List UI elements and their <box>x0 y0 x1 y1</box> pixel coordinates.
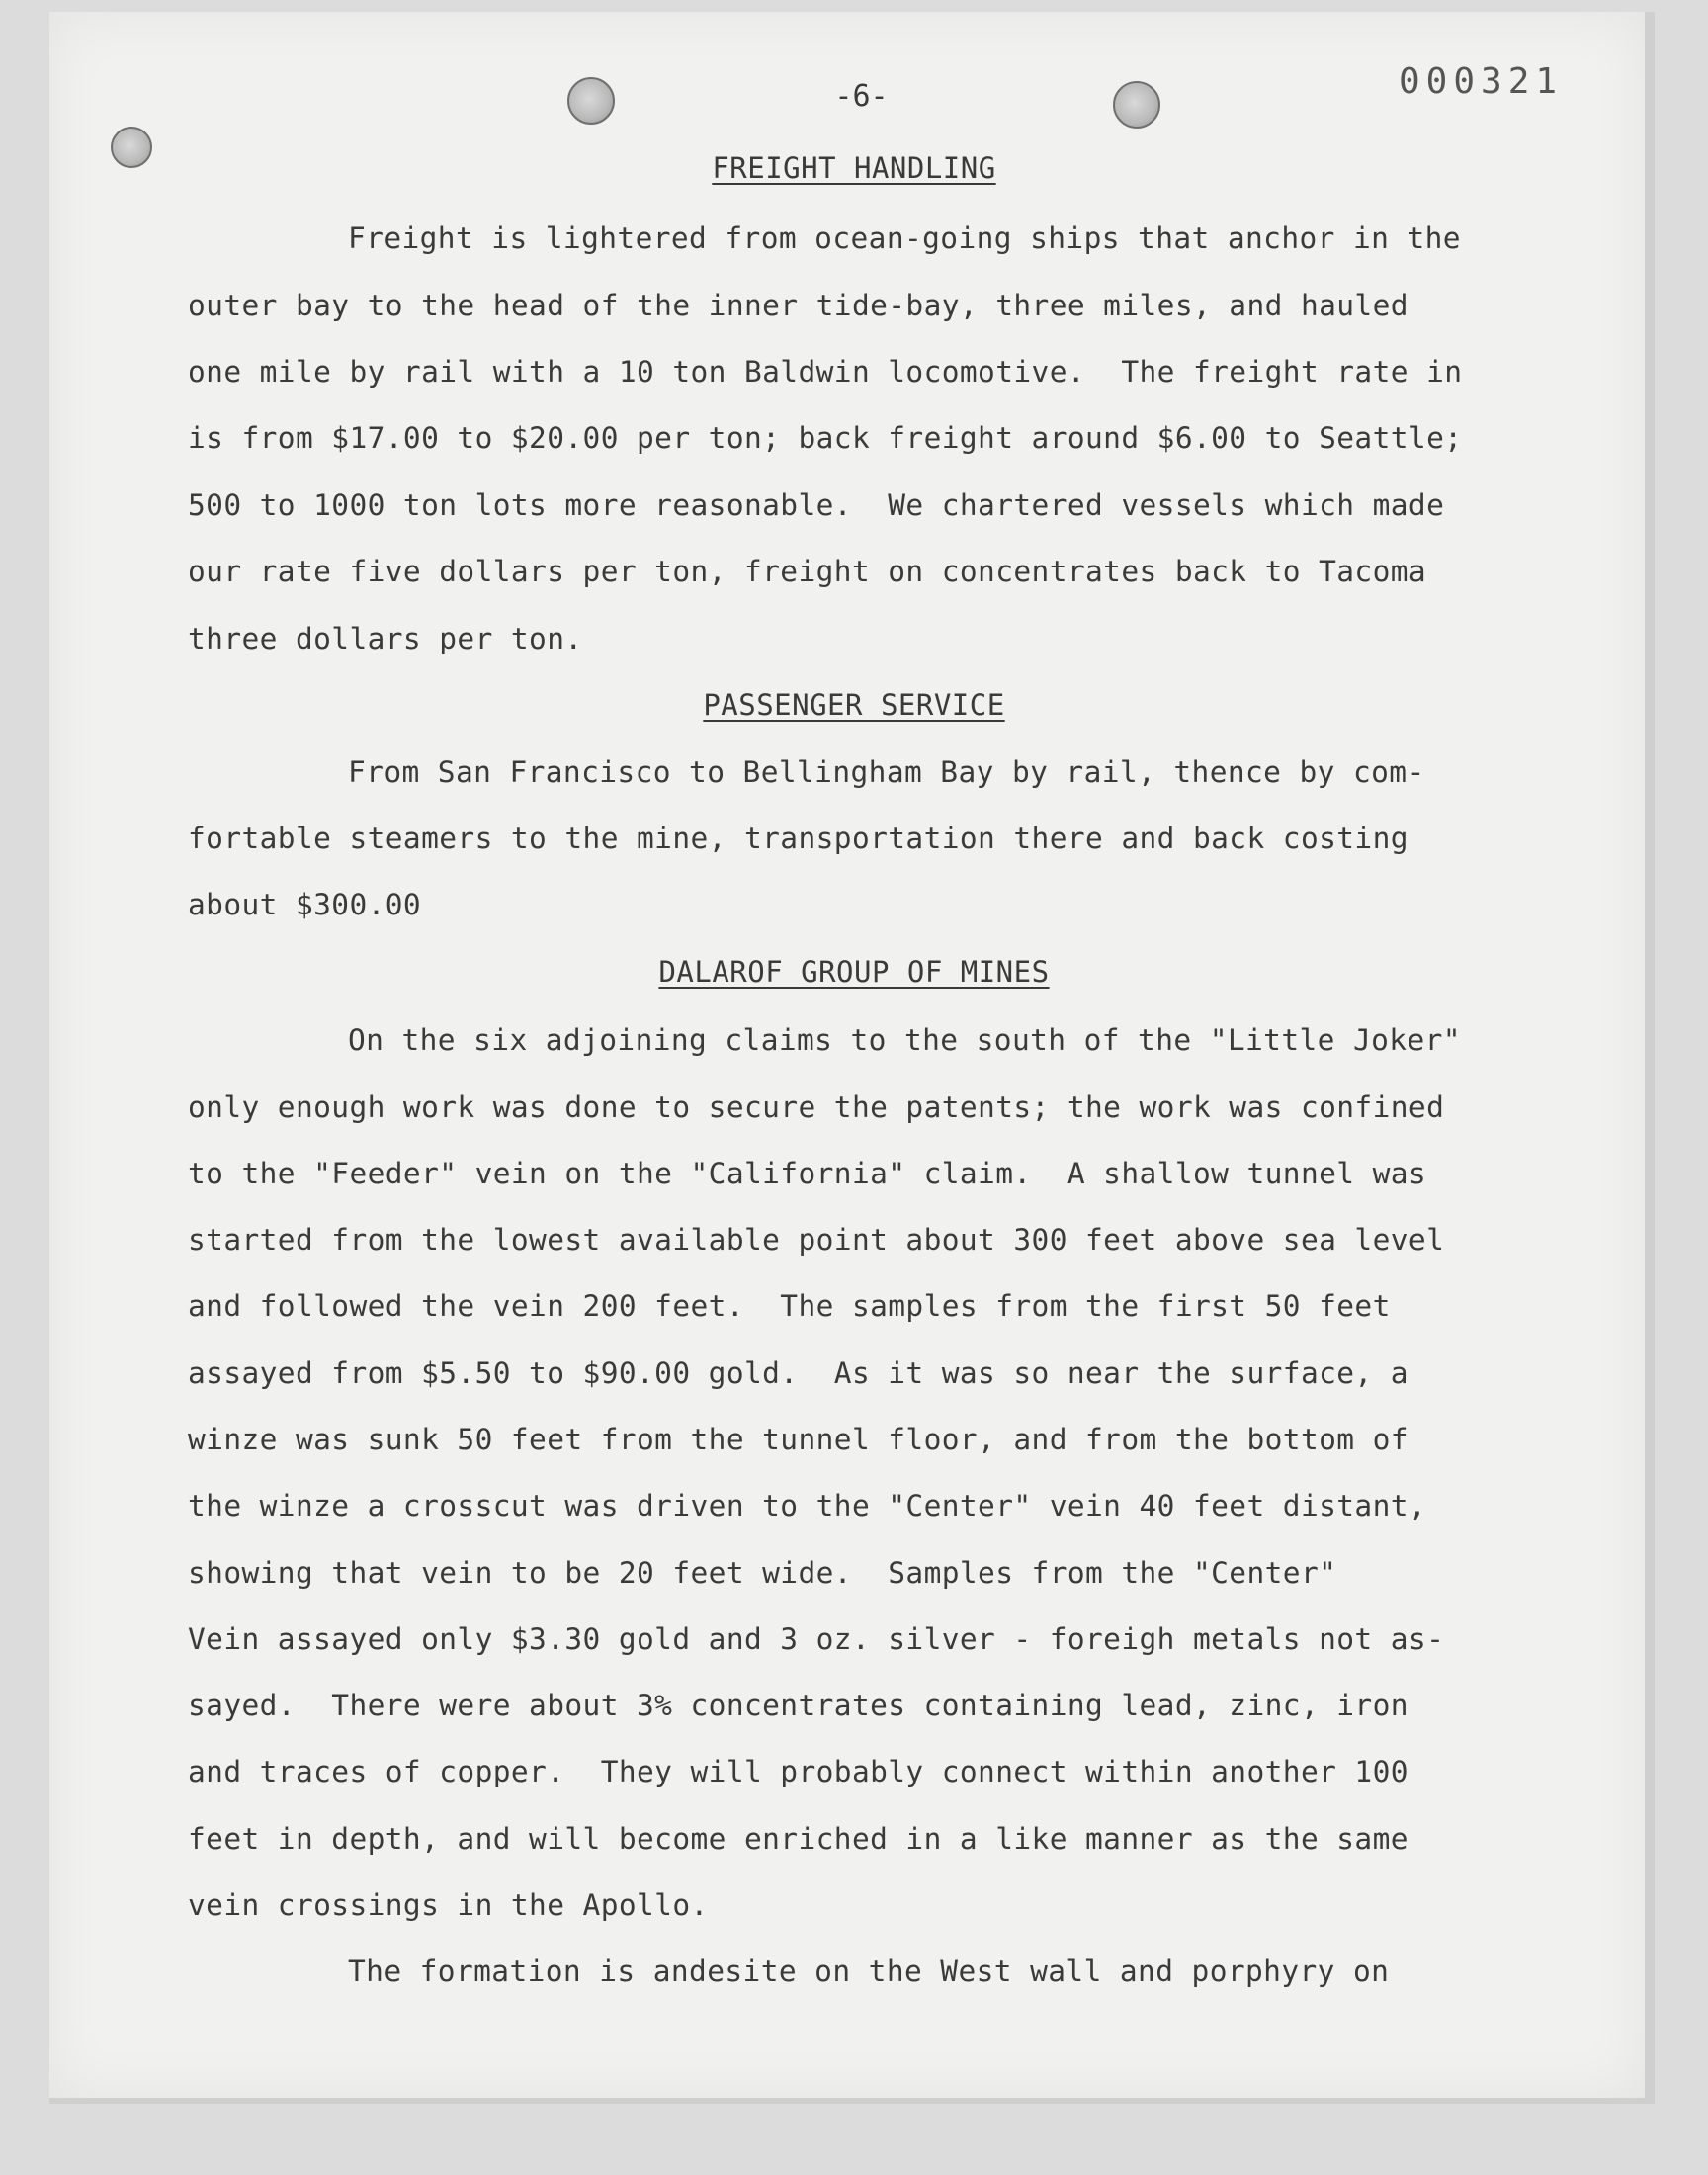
paragraph-line: and followed the vein 200 feet. The samples from the first 50 feet <box>188 1289 1391 1323</box>
paragraph-line: From San Francisco to Bellingham Bay by rail, thence by com- <box>348 755 1425 789</box>
section-heading-freight-handling: FREIGHT HANDLING <box>712 151 996 185</box>
paragraph-line: fortable steamers to the mine, transportation there and back costing <box>188 822 1409 855</box>
paragraph-line: about $300.00 <box>188 888 422 921</box>
page-number: -6- <box>834 79 889 114</box>
paragraph-line: sayed. There were about 3% concentrates containing lead, zinc, iron <box>188 1689 1409 1722</box>
paragraph-line: outer bay to the head of the inner tide-bay, three miles, and hauled <box>188 289 1409 322</box>
paragraph-line: Vein assayed only $3.30 gold and 3 oz. silver - foreigh metals not as- <box>188 1622 1445 1656</box>
section-heading-dalarof-group: DALAROF GROUP OF MINES <box>658 955 1050 989</box>
paragraph-line: the winze a crosscut was driven to the "Center" vein 40 feet distant, <box>188 1489 1427 1522</box>
paragraph-line: feet in depth, and will become enriched in a like manner as the same <box>188 1822 1409 1856</box>
paragraph-line: and traces of copper. They will probably connect within another 100 <box>188 1755 1409 1788</box>
paragraph-line: our rate five dollars per ton, freight on concentrates back to Tacoma <box>188 555 1427 588</box>
paragraph-line: is from $17.00 to $20.00 per ton; back freight around $6.00 to Seattle; <box>188 421 1463 455</box>
section-heading-passenger-service: PASSENGER SERVICE <box>703 688 1005 722</box>
paragraph-line: The formation is andesite on the West wall and porphyry on <box>348 1955 1390 1988</box>
paragraph-line: three dollars per ton. <box>188 622 583 655</box>
paragraph-line: to the "Feeder" vein on the "California" claim. A shallow tunnel was <box>188 1157 1427 1190</box>
document-page <box>49 12 1655 2104</box>
paragraph-line: one mile by rail with a 10 ton Baldwin locomotive. The freight rate in <box>188 355 1463 389</box>
document-number: 000321 <box>1399 61 1564 102</box>
paragraph-line: showing that vein to be 20 feet wide. Samples from the "Center" <box>188 1556 1337 1590</box>
paragraph-line: Freight is lightered from ocean-going ships that anchor in the <box>348 221 1461 255</box>
paragraph-line: only enough work was done to secure the patents; the work was confined <box>188 1090 1445 1124</box>
paragraph-line: started from the lowest available point about 300 feet above sea level <box>188 1223 1445 1257</box>
paragraph-line: 500 to 1000 ton lots more reasonable. We chartered vessels which made <box>188 488 1445 522</box>
paragraph-line: assayed from $5.50 to $90.00 gold. As it was so near the surface, a <box>188 1356 1409 1390</box>
paragraph-line: vein crossings in the Apollo. <box>188 1888 709 1922</box>
paragraph-line: winze was sunk 50 feet from the tunnel floor, and from the bottom of <box>188 1423 1409 1456</box>
paragraph-line: On the six adjoining claims to the south of the "Little Joker" <box>348 1023 1461 1057</box>
